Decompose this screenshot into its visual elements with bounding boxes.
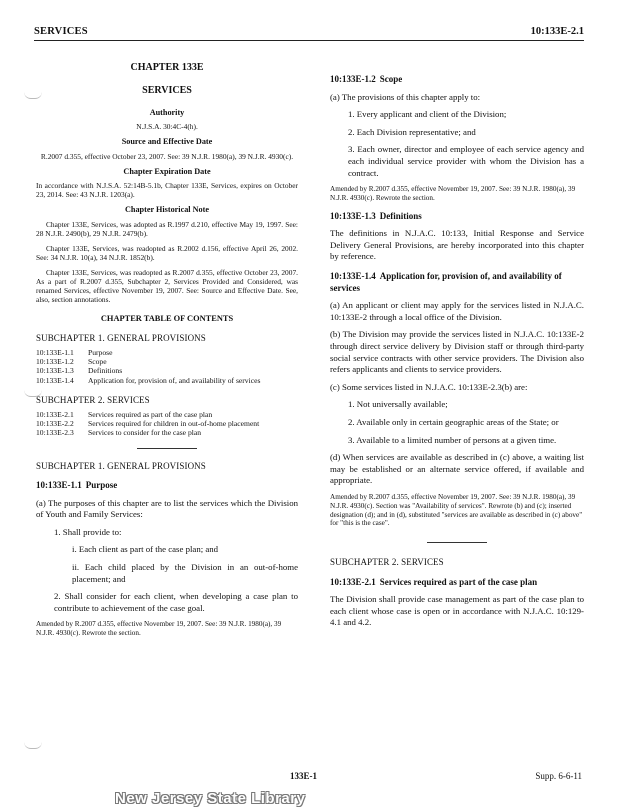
paragraph: 3. Available to a limited number of persons at a given time. [348, 434, 557, 445]
toc-entry[interactable]: 10:133E-2.2 Services required for children in out-of-home placement [36, 419, 260, 429]
right-column [330, 62, 584, 635]
section-heading: 10:133E-1.3 Definitions [330, 210, 422, 221]
section-divider [427, 542, 487, 543]
toc-entry[interactable]: 10:133E-1.1 Purpose [36, 348, 113, 358]
toc-entry[interactable]: 10:133E-2.3 Services to consider for the case plan [36, 428, 202, 438]
subchapter-heading: SUBCHAPTER 1. GENERAL PROVISIONS [36, 460, 206, 471]
expiration-heading: Chapter Expiration Date [123, 166, 211, 176]
chapter-title: SERVICES [142, 84, 192, 96]
paragraph: i. Each client as part of the case plan; and [72, 544, 219, 555]
supplement-date: Supp. 6-6-11 [535, 771, 582, 781]
paragraph: 2. Each Division representative; and [348, 126, 476, 137]
history-note: Chapter 133E, Services, was readopted as R.2007 d.355, effective October 23, 2007. As a part of R.2007 d.355, Subchapter 2, Services Provided and Considered, was renamed Services, effective November 19, 2007. See: Source and Effective Date. See, also, section annotations. [36, 267, 298, 304]
section-heading: 10:133E-2.1 Services required as part of the case plan [330, 576, 538, 587]
paragraph: 2. Available only in certain geographic areas of the State; or [348, 416, 559, 427]
amendment-note: Amended by R.2007 d.355, effective November 19, 2007. See: 39 N.J.R. 1980(a), 39 N.J.R. 4930(c). Rewrote the section. [36, 620, 282, 638]
history-heading: Chapter Historical Note [125, 205, 209, 215]
amendment-note: Amended by R.2007 d.355, effective November 19, 2007. See: 39 N.J.R. 1980(a), 39 N.J.R. 4930(c). Section was "Availability of services". Rewrote (b) and (c); inserted designation (d); and in (d), substituted "services are available as described in (c) above" for "this is the case". [330, 493, 583, 528]
toc-subchapter-heading: SUBCHAPTER 2. SERVICES [36, 394, 150, 405]
toc-entry[interactable]: 10:133E-1.3 Definitions [36, 366, 123, 376]
chapter-number: CHAPTER 133E [130, 62, 204, 73]
paragraph: ii. Each child placed by the Division in an out-of-home placement; and [72, 561, 298, 584]
paragraph: 2. Shall consider for each client, when developing a case plan to contribute to achievement of the case goal. [54, 591, 298, 613]
running-header [34, 26, 584, 40]
section-heading: 10:133E-1.1 Purpose [36, 480, 118, 491]
section-divider [137, 448, 197, 449]
margin-mark [24, 742, 42, 749]
header-rule [34, 40, 584, 41]
paragraph: The Division shall provide case management as part of the case plan to each client whose case is open or in accordance with N.J.A.C. 10:129-4.1 and 4.2. [330, 594, 584, 628]
paragraph: (c) Some services listed in N.J.A.C. 10:133E-2.3(b) are: [330, 381, 528, 392]
paragraph: (b) The Division may provide the services listed in N.J.A.C. 10:133E-2 through direct service delivery by Division staff or through third-party social service contracts with other service providers. The Division also refers applicants and clients to service providers. [330, 329, 584, 375]
expiration-text: In accordance with N.J.S.A. 52:14B-5.1b, Chapter 133E, Services, expires on October 23, 2014. See: 43 N.J.R. 1203(a). [36, 181, 298, 200]
paragraph: 1. Not universally available; [348, 399, 448, 410]
history-note: Chapter 133E, Services, was readopted as R.2002 d.156, effective April 26, 2002. See: 34 N.J.R. 10(a), 34 N.J.R. 1852(b). [36, 243, 298, 262]
paragraph: 3. Each owner, director and employee of each service agency and each individual service provider with whom the Division has a contract. [348, 144, 584, 178]
amendment-note: Amended by R.2007 d.355, effective November 19, 2007. See: 39 N.J.R. 1980(a), 39 N.J.R. 4930(c). Rewrote the section. [330, 185, 576, 202]
toc-subchapter-heading: SUBCHAPTER 1. GENERAL PROVISIONS [36, 332, 206, 343]
section-heading: 10:133E-1.2 Scope [330, 74, 403, 84]
toc-entry[interactable]: 10:133E-2.1 Services required as part of the case plan [36, 410, 213, 420]
authority-text: N.J.S.A. 30:4C-4(h). [136, 122, 198, 132]
paragraph: 1. Shall provide to: [54, 526, 122, 537]
toc-entry[interactable]: 10:133E-1.4 Application for, provision of, and availability of services [36, 375, 261, 385]
paragraph: The definitions in N.J.A.C. 10:133, Initial Response and Service Delivery General Provisions, are hereby incorporated into this chapter by reference. [330, 228, 584, 262]
source-heading: Source and Effective Date [121, 137, 213, 147]
authority-heading: Authority [149, 107, 185, 117]
paragraph: (a) An applicant or client may apply for the services listed in N.J.A.C. 10:133E-2 through a local office of the Division. [330, 300, 584, 322]
history-note: Chapter 133E, Services, was adopted as R.1997 d.210, effective May 19, 1997. See: 28 N.J.R. 2490(b), 29 N.J.R. 2479(b). [36, 219, 298, 238]
paragraph: 1. Every applicant and client of the Division; [348, 109, 507, 120]
section-heading: 10:133E-1.4 Application for, provision of, and availability of services [330, 271, 562, 293]
paragraph: (d) When services are available as described in (c) above, a waiting list may be established or an alternate service offered, if available and appropriate. [330, 452, 584, 486]
subchapter-heading: SUBCHAPTER 2. SERVICES [330, 557, 444, 568]
header-section-ref: 10:133E-2.1 [530, 26, 584, 37]
paragraph: (a) The purposes of this chapter are to list the services which the Division of Youth and Family Services: [36, 497, 298, 520]
page-number: 133E-1 [290, 771, 317, 781]
library-watermark: New Jersey State Library [115, 790, 306, 807]
paragraph: (a) The provisions of this chapter apply to: [330, 91, 481, 102]
header-title: SERVICES [34, 26, 88, 37]
left-column [36, 62, 298, 646]
toc-heading: CHAPTER TABLE OF CONTENTS [100, 313, 234, 323]
source-text: R.2007 d.355, effective October 23, 2007. See: 39 N.J.R. 1980(a), 39 N.J.R. 4930(c). [40, 151, 294, 161]
toc-entry[interactable]: 10:133E-1.2 Scope [36, 357, 107, 367]
